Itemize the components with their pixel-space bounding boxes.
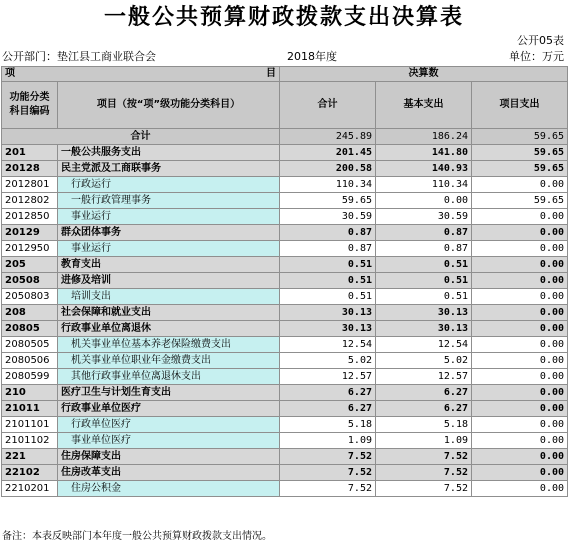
table-row [2, 417, 568, 433]
total-sum: 245.89 [280, 129, 376, 145]
row-name-text: 一般行政管理事务 [71, 195, 151, 206]
row-name-text: 事业单位医疗 [71, 435, 131, 446]
row-basic: 140.93 [376, 161, 472, 177]
table-row [2, 257, 568, 273]
table-row [2, 401, 568, 417]
row-name [58, 273, 280, 289]
row-name [58, 241, 280, 257]
row-basic: 6.27 [376, 401, 472, 417]
row-project: 59.65 [472, 193, 568, 209]
row-code: 2080506 [2, 353, 58, 369]
row-total: 30.59 [280, 209, 376, 225]
row-basic: 0.51 [376, 289, 472, 305]
row-name [58, 305, 280, 321]
year-label: 2018年度 [287, 50, 337, 63]
row-name [58, 433, 280, 449]
row-project: 0.00 [472, 241, 568, 257]
row-name-text: 住房改革支出 [61, 467, 121, 478]
row-basic: 7.52 [376, 465, 472, 481]
table-row [2, 481, 568, 497]
row-code: 2012950 [2, 241, 58, 257]
table-row [2, 273, 568, 289]
row-code: 2101101 [2, 417, 58, 433]
row-basic: 110.34 [376, 177, 472, 193]
row-name-text: 其他行政事业单位离退休支出 [71, 371, 201, 382]
row-name-text: 行政运行 [71, 179, 111, 190]
row-total: 110.34 [280, 177, 376, 193]
row-total: 0.51 [280, 289, 376, 305]
row-total: 0.87 [280, 225, 376, 241]
table-row [2, 449, 568, 465]
total-label: 合计 [2, 129, 280, 145]
row-basic: 0.51 [376, 257, 472, 273]
total-column-header: 合计 [280, 82, 376, 129]
table-row [2, 177, 568, 193]
table-row [2, 433, 568, 449]
row-total: 7.52 [280, 449, 376, 465]
table-row [2, 337, 568, 353]
row-code: 2080599 [2, 369, 58, 385]
row-total: 59.65 [280, 193, 376, 209]
department-label: 公开部门：垫江县工商业联合会 [2, 50, 156, 63]
row-code: 2080505 [2, 337, 58, 353]
row-code: 22102 [2, 465, 58, 481]
row-name-text: 住房公积金 [71, 483, 121, 494]
row-project: 0.00 [472, 177, 568, 193]
row-project: 0.00 [472, 465, 568, 481]
row-total: 12.54 [280, 337, 376, 353]
row-project: 0.00 [472, 305, 568, 321]
table-row [2, 193, 568, 209]
row-project: 0.00 [472, 209, 568, 225]
row-name [58, 481, 280, 497]
table-row [2, 289, 568, 305]
row-code: 20508 [2, 273, 58, 289]
row-code: 210 [2, 385, 58, 401]
row-total: 5.02 [280, 353, 376, 369]
header-row-columns [2, 82, 568, 129]
table-row [2, 209, 568, 225]
table-row [2, 145, 568, 161]
row-basic: 0.87 [376, 225, 472, 241]
item-header-right: 目 [266, 68, 276, 79]
row-project: 0.00 [472, 369, 568, 385]
row-code: 2012801 [2, 177, 58, 193]
row-name-text: 住房保障支出 [61, 451, 121, 462]
row-total: 1.09 [280, 433, 376, 449]
row-name [58, 145, 280, 161]
row-name [58, 401, 280, 417]
table-row [2, 321, 568, 337]
table-row [2, 369, 568, 385]
footnote: 备注：本表反映部门本年度一般公共预算财政拨款支出情况。 [2, 531, 272, 542]
row-total: 5.18 [280, 417, 376, 433]
row-project: 0.00 [472, 289, 568, 305]
row-project: 0.00 [472, 257, 568, 273]
row-project: 0.00 [472, 353, 568, 369]
row-name [58, 289, 280, 305]
row-name [58, 161, 280, 177]
row-name-text: 医疗卫生与计划生育支出 [61, 387, 171, 398]
row-project: 0.00 [472, 481, 568, 497]
row-project: 0.00 [472, 401, 568, 417]
row-name-text: 行政单位医疗 [71, 419, 131, 430]
row-basic: 12.57 [376, 369, 472, 385]
row-basic: 141.80 [376, 145, 472, 161]
row-name [58, 321, 280, 337]
unit-label: 单位：万元 [509, 50, 564, 63]
table-row [2, 465, 568, 481]
row-project: 59.65 [472, 145, 568, 161]
row-name-text: 进修及培训 [61, 275, 111, 286]
row-total: 30.13 [280, 321, 376, 337]
table-row [2, 353, 568, 369]
row-basic: 7.52 [376, 481, 472, 497]
row-basic: 30.13 [376, 321, 472, 337]
row-name-text: 培训支出 [71, 291, 111, 302]
row-project: 0.00 [472, 449, 568, 465]
row-code: 20128 [2, 161, 58, 177]
row-code: 2210201 [2, 481, 58, 497]
total-row [2, 129, 568, 145]
row-name [58, 257, 280, 273]
row-project: 0.00 [472, 417, 568, 433]
row-basic: 5.18 [376, 417, 472, 433]
row-total: 6.27 [280, 385, 376, 401]
row-name [58, 177, 280, 193]
row-total: 201.45 [280, 145, 376, 161]
total-basic: 186.24 [376, 129, 472, 145]
row-name [58, 449, 280, 465]
row-name-text: 事业运行 [71, 243, 111, 254]
row-basic: 30.13 [376, 305, 472, 321]
row-name-text: 教育支出 [61, 259, 101, 270]
row-code: 2012802 [2, 193, 58, 209]
row-code: 2101102 [2, 433, 58, 449]
page-title: 一般公共预算财政拨款支出决算表 [103, 5, 464, 30]
table-row [2, 241, 568, 257]
row-code: 21011 [2, 401, 58, 417]
row-name [58, 353, 280, 369]
row-code: 201 [2, 145, 58, 161]
table-row [2, 225, 568, 241]
row-total: 7.52 [280, 481, 376, 497]
item-header-left: 项 [5, 68, 15, 79]
row-basic: 6.27 [376, 385, 472, 401]
header-row-top [2, 67, 568, 82]
row-basic: 7.52 [376, 449, 472, 465]
row-name-text: 机关事业单位基本养老保险缴费支出 [71, 339, 231, 350]
row-name-text: 一般公共服务支出 [61, 147, 141, 158]
row-code: 205 [2, 257, 58, 273]
row-basic: 0.51 [376, 273, 472, 289]
row-project: 0.00 [472, 433, 568, 449]
row-total: 7.52 [280, 465, 376, 481]
row-code: 2012850 [2, 209, 58, 225]
table-row [2, 161, 568, 177]
row-code: 20805 [2, 321, 58, 337]
row-basic: 12.54 [376, 337, 472, 353]
row-name-text: 民主党派及工商联事务 [61, 163, 161, 174]
table-row [2, 385, 568, 401]
budget-header: 决算数 [280, 67, 568, 82]
code-column-header: 功能分类科目编码 [2, 82, 58, 129]
row-project: 0.00 [472, 385, 568, 401]
row-code: 20129 [2, 225, 58, 241]
row-name [58, 225, 280, 241]
row-name [58, 337, 280, 353]
row-name [58, 417, 280, 433]
row-project: 59.65 [472, 161, 568, 177]
report-meta [2, 49, 566, 65]
row-total: 6.27 [280, 401, 376, 417]
row-basic: 0.00 [376, 193, 472, 209]
row-total: 0.51 [280, 257, 376, 273]
row-project: 0.00 [472, 225, 568, 241]
expenditure-table [1, 66, 568, 497]
row-name [58, 465, 280, 481]
total-project: 59.65 [472, 129, 568, 145]
row-name [58, 385, 280, 401]
row-project: 0.00 [472, 337, 568, 353]
project-column-header: 项目支出 [472, 82, 568, 129]
row-total: 200.58 [280, 161, 376, 177]
row-name [58, 193, 280, 209]
row-basic: 30.59 [376, 209, 472, 225]
row-name-text: 事业运行 [71, 211, 111, 222]
name-column-header: 项目（按“项”级功能分类科目） [58, 82, 280, 129]
form-number: 公开05表 [517, 34, 564, 47]
row-name-text: 机关事业单位职业年金缴费支出 [71, 355, 211, 366]
item-header-cell [2, 67, 280, 82]
row-name-text: 行政事业单位离退休 [61, 323, 151, 334]
row-basic: 0.87 [376, 241, 472, 257]
row-name-text: 行政事业单位医疗 [61, 403, 141, 414]
row-project: 0.00 [472, 321, 568, 337]
row-basic: 1.09 [376, 433, 472, 449]
basic-column-header: 基本支出 [376, 82, 472, 129]
row-name-text: 社会保障和就业支出 [61, 307, 151, 318]
row-code: 221 [2, 449, 58, 465]
row-total: 30.13 [280, 305, 376, 321]
table-body [2, 67, 568, 497]
row-code: 208 [2, 305, 58, 321]
row-name-text: 群众团体事务 [61, 227, 121, 238]
table-row [2, 305, 568, 321]
row-name [58, 369, 280, 385]
row-code: 2050803 [2, 289, 58, 305]
row-project: 0.00 [472, 273, 568, 289]
row-total: 0.51 [280, 273, 376, 289]
row-basic: 5.02 [376, 353, 472, 369]
row-total: 0.87 [280, 241, 376, 257]
row-name [58, 209, 280, 225]
row-total: 12.57 [280, 369, 376, 385]
